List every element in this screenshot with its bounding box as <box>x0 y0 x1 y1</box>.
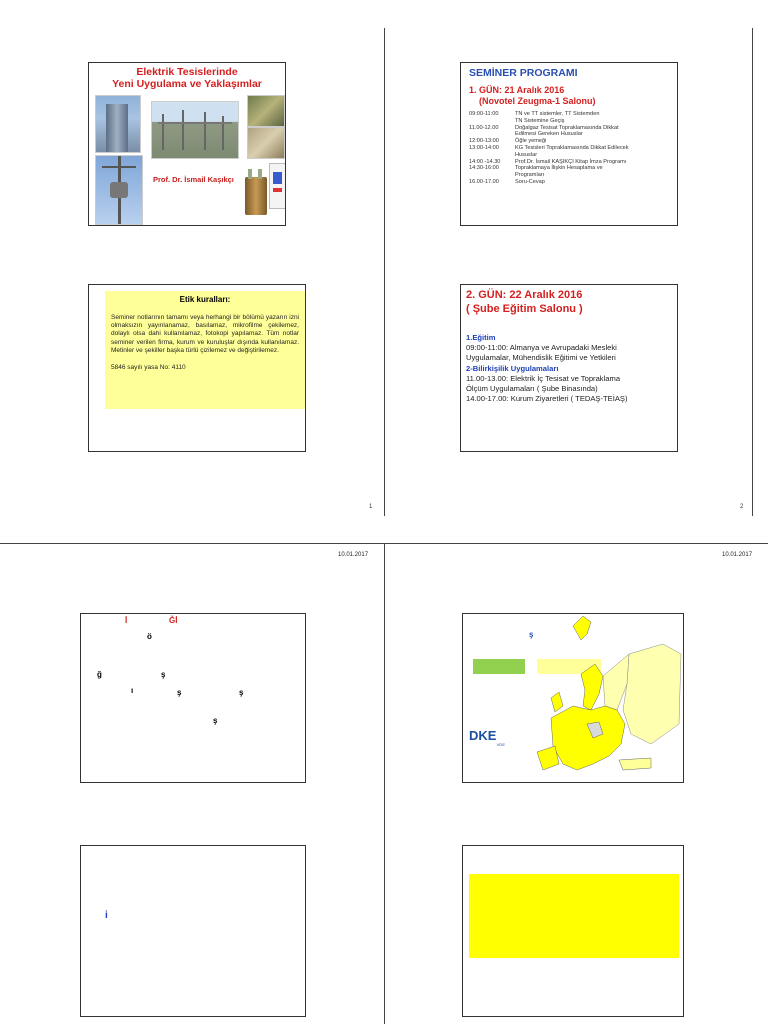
day2-schedule <box>466 333 673 404</box>
day2-line-5: 14.00-17.00: Kurum Ziyaretleri ( TEDAŞ-TEİAŞ) <box>466 394 628 404</box>
dke-logo-sub: VDE <box>496 742 505 747</box>
glyph-7: ş <box>177 688 182 697</box>
schedule-desc: Prof.Dr. İsmail KAŞIKÇI Kitap İmza Programı <box>515 158 627 165</box>
ethics-box <box>105 291 305 409</box>
day1-date: 1. GÜN: 21 Aralık 2016 <box>469 85 565 95</box>
equipment-photo-1 <box>247 95 285 127</box>
slide-yellow-block <box>462 845 684 1017</box>
schedule-time: 11.00-12.00 <box>469 124 499 131</box>
pole-transformer-photo <box>95 155 143 225</box>
schedule-desc: Edilmesi Gereken Hususlar <box>515 131 583 138</box>
day2-date: 2. GÜN: 22 Aralık 2016 <box>466 289 583 301</box>
day2-line-3: 11.00-13.00: Elektrik İç Tesisat ve Topraklama <box>466 373 621 383</box>
slide-europe-map <box>462 613 684 783</box>
slide-sparse-bottom-left <box>80 845 306 1017</box>
program-day1-heading <box>469 85 596 107</box>
schedule-row <box>469 172 673 179</box>
schedule-time: 16.00-17.00 <box>469 178 499 185</box>
glyph-red-2: Ğİ <box>169 616 178 625</box>
glyph-red-1: İ <box>125 616 128 625</box>
column-divider-top <box>384 28 385 516</box>
ethics-body: Seminer notlarının tamamı veya herhangi bir bölümü yazarın izni olmaksızın yayınlanamaz, basılamaz, mikrofilme çekilemez, dolaylı olsa dahi kullanılamaz, fotokopi yapılamaz. Tüm notlar seminer verilen firma, kurum ve kuruluşlar dışında kullanılamaz. Metinler ve şekiller başka türlü çizilemez ve değiştirilemez. <box>111 314 299 354</box>
day2-line-4: Ölçüm Uygulamaları ( Şube Binasında) <box>466 384 598 394</box>
schedule-row <box>469 125 673 132</box>
glyph-3: ö <box>147 632 152 641</box>
day2-line-2: Uygulamalar, Mühendislik Eğitimi ve Yetkileri <box>466 353 616 363</box>
schedule-time <box>469 131 515 138</box>
schedule-row <box>469 179 673 186</box>
day2-section-1: 1.Eğitim <box>466 333 496 342</box>
schedule-desc: TN Sistemine Geçiş <box>515 117 565 124</box>
schedule-row <box>469 145 673 152</box>
schedule-desc: Topraklamaya İlişkin Hesaplama ve <box>515 165 603 172</box>
transformer-photo <box>243 167 269 221</box>
slide-title <box>88 62 286 226</box>
slide-sparse-text <box>80 613 306 783</box>
schedule-time: 13:00-14:00 <box>469 144 499 151</box>
building-photo <box>95 95 141 153</box>
substation-photo <box>151 101 239 159</box>
day1-venue: (Novotel Zeugma-1 Salonu) <box>479 96 596 106</box>
schedule-row <box>469 118 673 125</box>
day2-line-1: 09:00-11:00: Almanya ve Avrupadaki Mesleki <box>466 343 617 353</box>
glyph-8: ş <box>239 688 244 697</box>
schedule-time <box>469 152 515 159</box>
schedule-desc: TN ve TT sistemler, TT Sistemden <box>515 111 600 117</box>
dke-logo-text: DKE <box>469 728 497 743</box>
europe-map <box>533 614 683 782</box>
slide-ethics <box>88 284 306 452</box>
header-date-left: 10.01.2017 <box>338 552 369 558</box>
schedule-desc: Öğle yemeği <box>515 138 547 145</box>
glyph-blue-i: i <box>105 910 108 921</box>
schedule-time: 09:00-11:00 <box>469 111 499 117</box>
schedule-time: 12:00-13:00 <box>469 138 499 145</box>
ethics-title: Etik kuralları: <box>179 295 231 304</box>
slide-program-day1 <box>460 62 678 226</box>
glyph-4: ğ <box>97 670 102 679</box>
day2-section-2: 2-Bilirkişilik Uygulamaları <box>466 363 559 373</box>
schedule-row <box>469 165 673 172</box>
right-edge-line-top <box>752 28 753 516</box>
day2-heading <box>466 288 583 316</box>
glyph-9: ş <box>213 716 218 725</box>
glyph-6: ı <box>131 686 134 695</box>
schedule-row <box>469 138 673 145</box>
day2-venue: ( Şube Eğitim Salonu ) <box>466 303 583 315</box>
dke-logo <box>469 729 511 751</box>
ethics-law: 5846 sayılı yasa No: 4110 <box>111 364 186 372</box>
title-line-2: Yeni Uygulama ve Yaklaşımlar <box>112 78 262 90</box>
schedule-time: 14:30-16:00 <box>469 165 499 172</box>
equipment-photo-2 <box>247 127 285 159</box>
column-divider-bottom <box>384 543 385 1024</box>
schedule-desc: Hususlar <box>515 151 538 158</box>
title-line-1: Elektrik Tesislerinde <box>136 66 238 78</box>
author-name: Prof. Dr. İsmail Kaşıkçı <box>153 175 234 184</box>
schedule-time: 14:00 -14.30 <box>469 158 501 165</box>
schedule-desc: Programları <box>515 172 545 179</box>
glyph-5: ş <box>161 670 166 679</box>
page-number-1: 1 <box>369 504 373 510</box>
program-schedule <box>469 111 673 186</box>
schedule-desc: Doğalgaz Tesisat Topraklamasında Dikkat <box>515 124 619 131</box>
schedule-desc: KG Tesisleri Topraklamasında Dikkat Edilecek <box>515 144 629 151</box>
program-title: SEMİNER PROGRAMI <box>469 67 578 79</box>
page-number-2: 2 <box>740 504 744 510</box>
schedule-time <box>469 172 515 179</box>
slide-program-day2 <box>460 284 678 452</box>
schedule-row <box>469 131 673 138</box>
legend-green-box <box>473 659 525 674</box>
schedule-row <box>469 111 673 118</box>
yellow-block <box>469 874 679 958</box>
schedule-row <box>469 152 673 159</box>
schedule-desc: Soru-Cevap <box>515 178 545 185</box>
glyph-blue: ş <box>529 630 534 639</box>
slide-title-heading <box>89 66 285 90</box>
circuit-breaker-photo <box>269 163 286 209</box>
schedule-time <box>469 118 515 125</box>
header-date-right: 10.01.2017 <box>722 552 753 558</box>
